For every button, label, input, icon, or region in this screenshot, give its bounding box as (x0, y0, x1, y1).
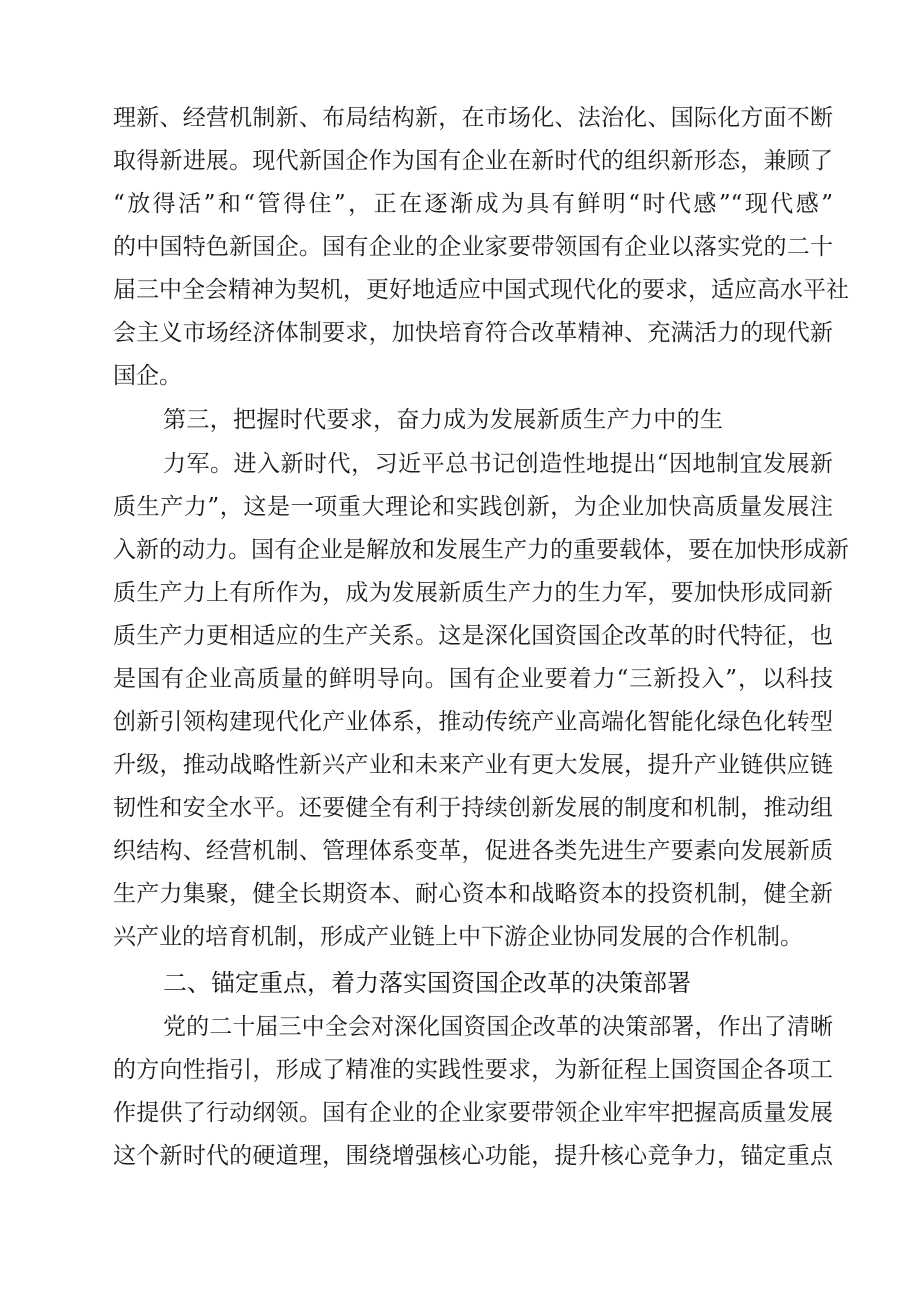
subsection-title-line: 第三，把握时代要求，奋力成为发展新质生产力中的生 (163, 407, 723, 433)
text-line: 韧性和安全水平。还要健全有利于持续创新发展的制度和机制，推动组 (113, 795, 833, 821)
text-line: 取得新进展。现代新国企作为国有企业在新时代的组织新形态，兼顾了 (113, 148, 833, 174)
subsection-title-line: 力军。进入新时代，习近平总书记创造性地提出“因地制宜发展新 (163, 451, 833, 477)
text-line: 会主义市场经济体制要求，加快培育符合改革精神、充满活力的现代新 (113, 320, 833, 346)
text-line: 党的二十届三中全会对深化国资国企改革的决策部署，作出了清晰 (163, 1014, 833, 1040)
text-line: 入新的动力。国有企业是解放和发展生产力的重要载体，要在加快形成新 (113, 537, 849, 563)
text-line: 织结构、经营机制、管理体系变革，促进各类先进生产要素向发展新质 (113, 838, 833, 864)
text-line: 的中国特色新国企。国有企业的企业家要带领国有企业以落实党的二十 (113, 234, 833, 260)
text-line: 创新引领构建现代化产业体系，推动传统产业高端化智能化绿色化转型 (113, 709, 833, 735)
section-heading: 二、锚定重点，着力落实国资国企改革的决策部署 (163, 969, 691, 997)
text-line: 升级，推动战略性新兴产业和未来产业有更大发展，提升产业链供应链 (113, 752, 833, 778)
text-line: 生产力集聚，健全长期资本、耐心资本和战略资本的投资机制，健全新 (113, 881, 833, 907)
text-line: 的方向性指引，形成了精准的实践性要求，为新征程上国资国企各项工 (113, 1057, 833, 1083)
text-line: 质生产力上有所作为，成为发展新质生产力的生力军，要加快形成同新 (113, 580, 833, 606)
text-line: 质生产力”，这是一项重大理论和实践创新，为企业加快高质量发展注 (113, 494, 833, 520)
text-line: 国企。 (113, 363, 182, 389)
text-line: “放得活”和“管得住”，正在逐渐成为具有鲜明“时代感”“现代感” (113, 191, 833, 217)
text-line: 届三中全会精神为契机，更好地适应中国式现代化的要求，适应高水平社 (113, 277, 849, 303)
text-line: 这个新时代的硬道理，围绕增强核心功能，提升核心竞争力，锚定重点 (113, 1143, 833, 1169)
text-line: 兴产业的培育机制，形成产业链上中下游企业协同发展的合作机制。 (113, 924, 803, 950)
text-line: 理新、经营机制新、布局结构新，在市场化、法治化、国际化方面不断 (113, 105, 833, 131)
text-line: 作提供了行动纲领。国有企业的企业家要带领企业牢牢把握高质量发展 (113, 1100, 833, 1126)
text-line: 质生产力更相适应的生产关系。这是深化国资国企改革的时代特征，也 (113, 623, 833, 649)
text-line: 是国有企业高质量的鲜明导向。国有企业要着力“三新投入”，以科技 (113, 666, 833, 692)
